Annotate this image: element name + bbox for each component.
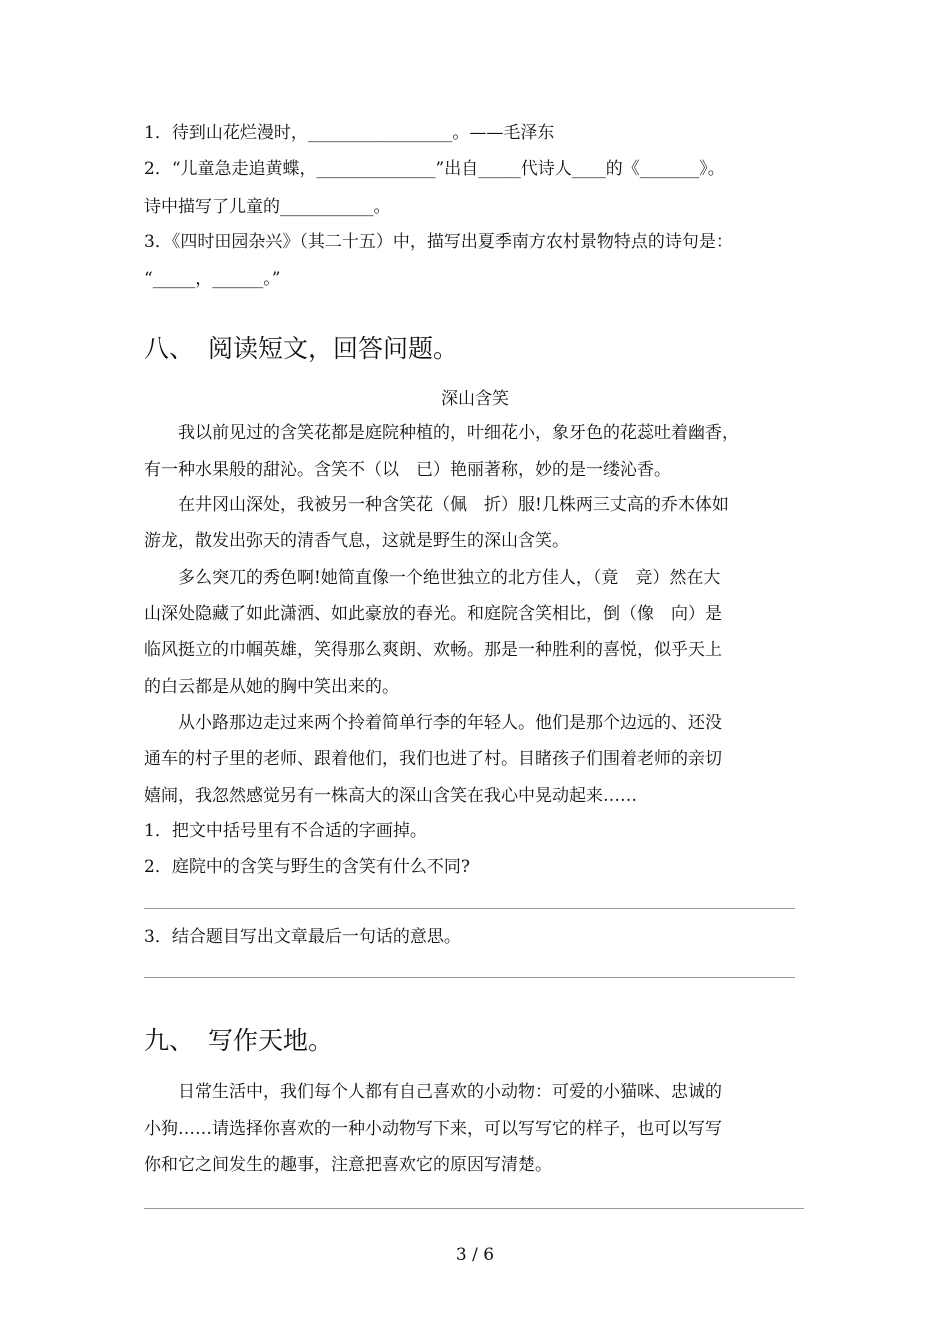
- passage-line: 嬉闹，我忽然感觉另有一株高大的深山含笑在我心中晃动起来……: [144, 786, 637, 806]
- section-8-title: 阅读短文，回答问题。: [208, 334, 459, 363]
- passage-line: 我以前见过的含笑花都是庭院种植的，叶细花小，象牙色的花蕊吐着幽香，: [178, 423, 739, 443]
- writing-prompt-line: 日常生活中，我们每个人都有自己喜欢的小动物：可爱的小猫咪、忠诚的: [178, 1082, 722, 1102]
- writing-prompt-line: 你和它之间发生的趣事，注意把喜欢它的原因写清楚。: [144, 1155, 552, 1175]
- section-9-title: 写作天地。: [208, 1026, 334, 1055]
- passage-line: 的白云都是从她的胸中笑出来的。: [144, 677, 399, 697]
- answer-line: [144, 977, 795, 978]
- section-8-heading: [144, 334, 458, 364]
- passage-line: 通车的村子里的老师、跟着他们，我们也进了村。目睹孩子们围着老师的亲切: [144, 749, 722, 769]
- writing-prompt-line: 小狗……请选择你喜欢的一种小动物写下来，可以写写它的样子，也可以写写: [144, 1119, 722, 1139]
- reading-q1: 1．把文中括号里有不合适的字画掉。: [144, 821, 427, 841]
- answer-line: [144, 908, 795, 909]
- passage-line: 游龙，散发出弥天的清香气息，这就是野生的深山含笑。: [144, 531, 569, 551]
- poetry-q2-line1: 2．“儿童急走追黄蝶，______________”出自_____代诗人____的《_______》。: [144, 159, 725, 179]
- passage-line: 在井冈山深处，我被另一种含笑花（佩 折）服!几株两三丈高的乔木体如: [178, 495, 729, 515]
- section-9-number: 九、: [144, 1026, 195, 1055]
- passage-line: 有一种水果般的甜沁。含笑不（以 已）艳丽著称，妙的是一缕沁香。: [144, 460, 671, 480]
- section-9-heading: [144, 1026, 333, 1056]
- poetry-q3-line2: “_____，______。”: [144, 269, 281, 289]
- reading-q3: 3．结合题目写出文章最后一句话的意思。: [144, 927, 461, 947]
- poetry-q3-line1: 3．《四时田园杂兴》（其二十五）中，描写出夏季南方农村景物特点的诗句是：: [144, 232, 733, 252]
- passage-line: 多么突兀的秀色啊!她简直像一个绝世独立的北方佳人，（竟 竞）然在大: [178, 568, 721, 588]
- writing-line: [144, 1208, 804, 1209]
- poetry-q2-line2: 诗中描写了儿童的___________。: [144, 197, 391, 217]
- passage-line: 临风挺立的巾帼英雄，笑得那么爽朗、欢畅。那是一种胜利的喜悦，似乎天上: [144, 640, 722, 660]
- poetry-q1: 1．待到山花烂漫时，_________________。——毛泽东: [144, 123, 555, 143]
- page-number: 3 / 6: [455, 1245, 495, 1265]
- section-8-number: 八、: [144, 334, 195, 363]
- passage-line: 从小路那边走过来两个拎着简单行李的年轻人。他们是那个边远的、还没: [178, 713, 722, 733]
- reading-q2: 2．庭院中的含笑与野生的含笑有什么不同?: [144, 857, 470, 877]
- passage-title: 深山含笑: [441, 389, 509, 409]
- passage-line: 山深处隐藏了如此潇洒、如此豪放的春光。和庭院含笑相比，倒（像 向）是: [144, 604, 722, 624]
